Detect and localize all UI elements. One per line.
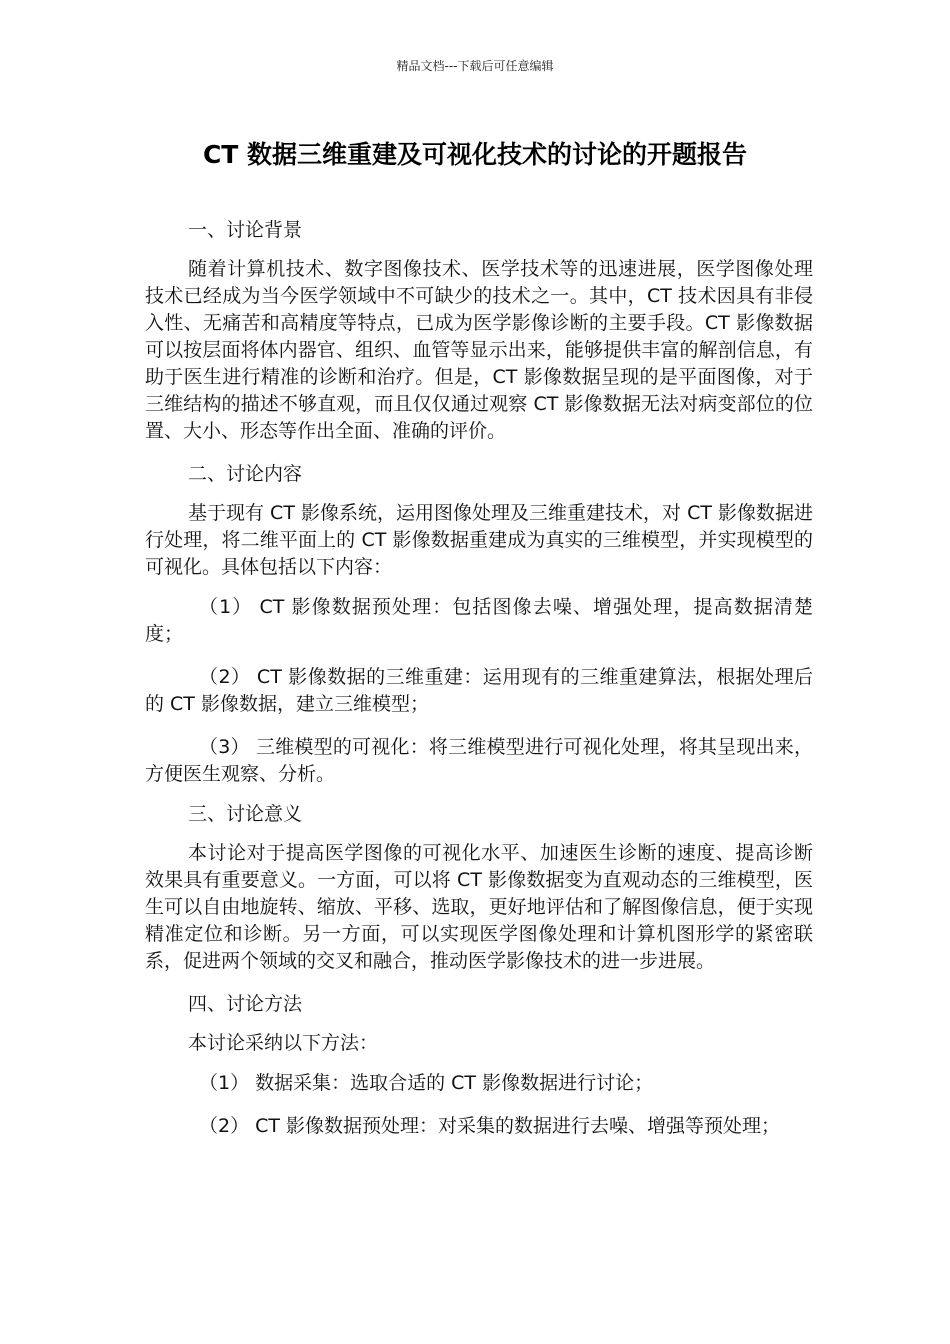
document-body: [145, 214, 813, 1156]
section-heading-significance: 三、讨论意义: [188, 803, 303, 825]
header-note: 精品文档---下载后可任意编辑: [396, 59, 554, 73]
method-list-item-2: （2） CT 影像数据预处理：对采集的数据进行去噪、增强等预处理；: [199, 1115, 781, 1137]
section-heading-method: 四、讨论方法: [188, 993, 303, 1015]
content-list-item-2: （2） CT 影像数据的三维重建：运用现有的三维重建算法，根据处理后的 CT 影像数据，建立三维模型；: [145, 666, 813, 715]
section-heading-content: 二、讨论内容: [188, 463, 303, 485]
section-heading-background: 一、讨论背景: [188, 219, 303, 241]
content-list-item-3: （3） 三维模型的可视化：将三维模型进行可视化处理，将其呈现出来，方便医生观察、分析。: [145, 736, 813, 785]
document-title: CT 数据三维重建及可视化技术的讨论的开题报告: [202, 140, 748, 169]
method-list-item-1: （1） 数据采集：选取合适的 CT 影像数据进行讨论；: [199, 1072, 654, 1094]
method-paragraph: 本讨论采纳以下方法：: [188, 1032, 379, 1054]
content-list-item-1: （1） CT 影像数据预处理：包括图像去噪、增强处理，提高数据清楚度；: [145, 596, 813, 645]
significance-paragraph: 本讨论对于提高医学图像的可视化水平、加速医生诊断的速度、提高诊断效果具有重要意义。一方面，可以将 CT 影像数据变为直观动态的三维模型，医生可以自由地旋转、缩放、平移、选取，更好地评估和了解图像信息，便于实现精准定位和诊断。另一方面，可以实现医学图像处理和计算机图形学的紧密联系，促进两个领域的交叉和融合，推动医学影像技术的进一步进展。: [145, 842, 813, 972]
background-paragraph: 随着计算机技术、数字图像技术、医学技术等的迅速进展，医学图像处理技术已经成为当今医学领域中不可缺少的技术之一。其中，CT 技术因具有非侵入性、无痛苦和高精度等特点，已成为医学影像诊断的主要手段。CT 影像数据可以按层面将体内器官、组织、血管等显示出来，能够提供丰富的解剖信息，有助于医生进行精准的诊断和治疗。但是，CT 影像数据呈现的是平面图像，对于三维结构的描述不够直观，而且仅仅通过观察 CT 影像数据无法对病变部位的位置、大小、形态等作出全面、准确的评价。: [145, 258, 813, 442]
content-paragraph: 基于现有 CT 影像系统，运用图像处理及三维重建技术，对 CT 影像数据进行处理，将二维平面上的 CT 影像数据重建成为真实的三维模型，并实现模型的可视化。具体包括以下内容：: [145, 502, 813, 578]
